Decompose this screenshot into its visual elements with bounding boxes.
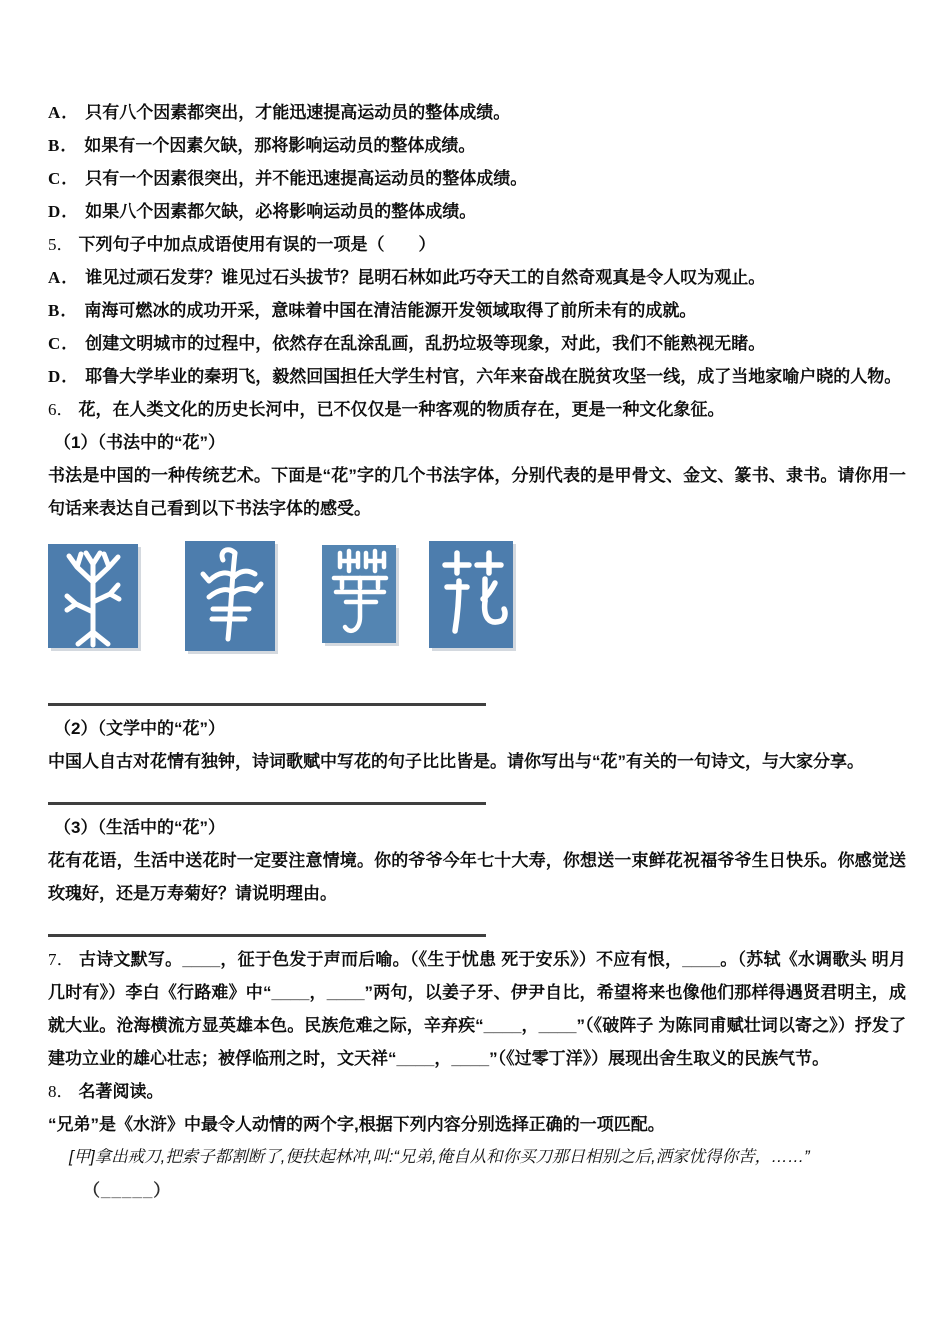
q8-stem: [48, 1075, 906, 1108]
clerical-script-image: [429, 541, 513, 648]
q7-stem: [48, 943, 906, 1075]
oracle-bone-script-image: [48, 544, 138, 648]
option-text: 耶鲁大学毕业的秦玥飞，毅然回国担任大学生村官，六年来奋战在脱贫攻坚一线，成了当地家喻户晓的人物。: [85, 367, 902, 386]
q6-stem: [48, 393, 906, 426]
q6-part2-heading: （2）（文学中的“花”）: [54, 719, 225, 738]
seal-script-image: [322, 545, 396, 643]
option-text: 只有八个因素都突出，才能迅速提高运动员的整体成绩。: [85, 103, 511, 122]
question-number: 8．: [48, 1082, 74, 1101]
q8-intro: “兄弟”是《水浒》中最令人动情的两个字,根据下列内容分别选择正确的一项匹配。: [48, 1115, 665, 1134]
option-text: 谁见过顽石发芽？谁见过石头拔节？昆明石林如此巧夺天工的自然奇观真是令人叹为观止。: [85, 268, 766, 287]
answer-blank-line: [48, 910, 486, 937]
question-text: 名著阅读。: [78, 1082, 164, 1101]
q6-part3-heading: （3）（生活中的“花”）: [54, 818, 225, 837]
question-text: 古诗文默写。____，征于色发于声而后喻。（《生于忧患 死于安乐》）不应有恨，____。（苏轼《水调歌头 明月几时有》）李白《行路难》中“____，____”两句，以姜子牙、伊尹自比，希望将来也像他们那样得遇贤君明主，成就大业。沧海横流方显英雄本色。民族危难之际，辛弃疾“____，____”（《破阵子 为陈同甫赋壮词以寄之》）抒发了建功立业的雄心壮志；被俘临刑之时，文天祥“____，____”（《过零丁洋》）展现出舍生取义的民族气节。: [48, 950, 906, 1068]
seal-hua-glyph: [322, 545, 396, 643]
option-label: A．: [48, 268, 80, 287]
q5-option-b: [48, 294, 906, 327]
option-label: B．: [48, 136, 79, 155]
question-number: 6．: [48, 400, 74, 419]
q5-option-a: [48, 261, 906, 294]
question-text: 下列句子中加点成语使用有误的一项是（ ）: [78, 235, 436, 254]
q4-option-d: [48, 195, 906, 228]
option-label: B．: [48, 301, 79, 320]
bronze-hua-glyph: [185, 541, 275, 651]
option-label: A．: [48, 103, 80, 122]
q4-option-a: [48, 96, 906, 129]
q4-option-c: [48, 162, 906, 195]
q6-part3-answer-row: [48, 910, 906, 943]
option-text: 创建文明城市的过程中，依然存在乱涂乱画，乱扔垃圾等现象，对此，我们不能熟视无睹。: [85, 334, 766, 353]
q4-option-b: [48, 129, 906, 162]
question-number: 7．: [48, 950, 74, 969]
option-text: 如果八个因素都欠缺，必将影响运动员的整体成绩。: [85, 202, 477, 221]
calligraphy-images-row: [48, 541, 906, 653]
q6-part2-answer-row: [48, 778, 906, 811]
q5-option-d: [48, 360, 906, 393]
q8-passage-jia: [甲]拿出戒刀,把索子都割断了,便扶起林冲,叫:“兄弟,俺自从和你买刀那日相别之后,洒家忧得你苦，……”: [69, 1148, 810, 1166]
q5-option-c: [48, 327, 906, 360]
option-label: D．: [48, 367, 80, 386]
option-text: 只有一个因素很突出，并不能迅速提高运动员的整体成绩。: [85, 169, 528, 188]
option-text: 南海可燃冰的成功开采，意味着中国在清洁能源开发领域取得了前所未有的成就。: [84, 301, 697, 320]
q5-stem: [48, 228, 906, 261]
answer-blank-line: [48, 778, 486, 805]
oracle-bone-hua-glyph: [48, 544, 138, 648]
bronze-script-image: [185, 541, 275, 651]
clerical-hua-glyph: [429, 541, 513, 648]
q6-part2-body: 中国人自古对花情有独钟，诗词歌赋中写花的句子比比皆是。请你写出与“花”有关的一句诗文，与大家分享。: [48, 752, 864, 771]
q6-part1-answer-row: [48, 679, 906, 712]
answer-blank-line: [48, 679, 486, 706]
option-label: C．: [48, 169, 80, 188]
option-label: C．: [48, 334, 80, 353]
option-label: D．: [48, 202, 80, 221]
q6-part3-body: 花有花语，生活中送花时一定要注意情境。你的爷爷今年七十大寿，你想送一束鲜花祝福爷爷生日快乐。你感觉送玫瑰好，还是万寿菊好？请说明理由。: [48, 851, 906, 903]
option-text: 如果有一个因素欠缺，那将影响运动员的整体成绩。: [84, 136, 476, 155]
question-number: 5．: [48, 235, 74, 254]
q6-part1-heading: （1）（书法中的“花”）: [54, 433, 225, 452]
q8-answer-blank: （_____）: [83, 1181, 172, 1200]
q6-part1-body: 书法是中国的一种传统艺术。下面是“花”字的几个书法字体，分别代表的是甲骨文、金文、篆书、隶书。请你用一句话来表达自己看到以下书法字体的感受。: [48, 466, 906, 518]
question-text: 花，在人类文化的历史长河中，已不仅仅是一种客观的物质存在，更是一种文化象征。: [78, 400, 725, 419]
